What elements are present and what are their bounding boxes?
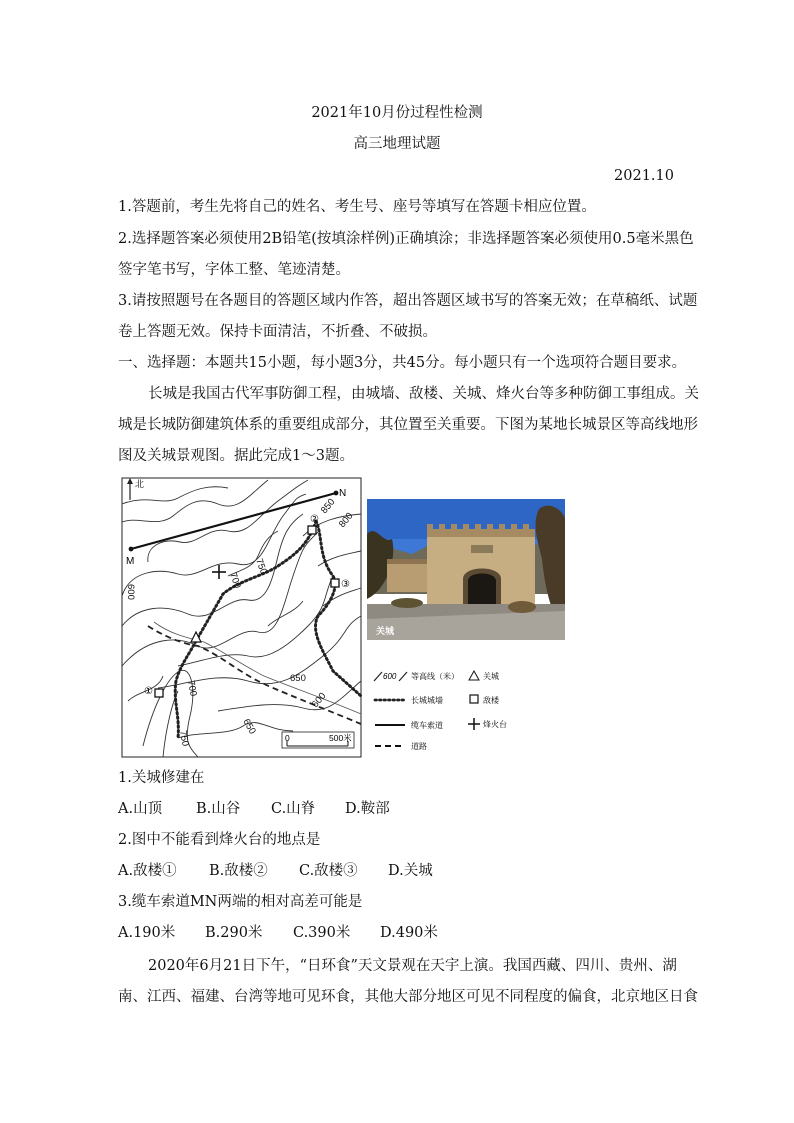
legend-pass-city: 关城 <box>483 672 499 681</box>
section-heading: 一、选择题：本题共15小题，每小题3分，共45分。每小题只有一个选项符合题目要求。 <box>118 355 687 371</box>
point-n-marker <box>334 491 339 496</box>
contour-label: 650 <box>240 717 258 737</box>
legend-contour: 等高线（米） <box>411 672 459 681</box>
contour-label: 600 <box>309 690 329 710</box>
instruction-line: 1.答题前，考生先将自己的姓名、考生号、座号等填写在答题卡相应位置。 <box>118 199 596 215</box>
q2-option-c: C.敌楼③ <box>299 863 358 879</box>
legend-watchtower-icon <box>470 695 478 703</box>
contour-label: 850 <box>318 496 338 516</box>
q1-option-d: D.鞍部 <box>345 801 390 817</box>
exam-subtitle: 高三地理试题 <box>353 136 441 152</box>
watchtower-3-icon <box>331 579 339 587</box>
north-label: 北 <box>135 479 145 489</box>
q2-option-a: A.敌楼① <box>118 863 177 879</box>
contour-label: 650 <box>290 673 306 684</box>
q2-option-d: D.关城 <box>388 863 433 879</box>
point-m-label: M <box>126 556 135 567</box>
passage-line: 图及关城景观图。据此完成1～3题。 <box>118 448 354 464</box>
legend-beacon-icon <box>468 718 480 730</box>
instruction-line: 3.请按照题号在各题目的答题区域内作答，超出答题区域书写的答案无效；在草稿纸、试题 <box>118 293 698 309</box>
q1-option-b: B.山谷 <box>196 801 241 817</box>
legend-pass-city-icon <box>469 671 479 680</box>
point-n-label: N <box>339 488 347 499</box>
contour-label: 800 <box>336 510 356 530</box>
scale-value: 500米 <box>329 733 352 743</box>
question-3-stem: 3.缆车索道MN两端的相对高差可能是 <box>118 894 363 910</box>
exam-date: 2021.10 <box>614 168 674 184</box>
question-1-stem: 1.关城修建在 <box>118 770 205 786</box>
legend-cableway: 缆车索道 <box>411 721 443 730</box>
watchtower-2-icon <box>308 526 316 534</box>
contour-label: 750 <box>177 729 191 748</box>
instruction-line: 卷上答题无效。保持卡面清洁，不折叠、不破损。 <box>118 324 437 340</box>
legend-road: 道路 <box>411 742 427 751</box>
q2-option-b: B.敌楼② <box>209 863 268 879</box>
legend-great-wall: 长城城墙 <box>411 696 443 705</box>
question-2-stem: 2.图中不能看到烽火台的地点是 <box>118 832 321 848</box>
instruction-line: 签字笔书写，字体工整、笔迹清楚。 <box>118 262 350 278</box>
photo-caption: 关城 <box>376 627 395 637</box>
instruction-line: 2.选择题答案必须使用2B铅笔(按填涂样例)正确填涂；非选择题答案必须使用0.5毫米黑色 <box>118 231 694 247</box>
legend-watchtower: 敌楼 <box>483 696 499 705</box>
q3-option-a: A.190米 <box>118 925 176 941</box>
map-legend <box>374 671 507 751</box>
contour-label: 700 <box>227 571 243 590</box>
point-m-marker <box>129 547 134 552</box>
contour-label: 600 <box>125 584 136 600</box>
passage-line: 2020年6月21日下午，“日环食”天文景观在天宇上演。我国西藏、四川、贵州、湖 <box>148 958 677 974</box>
tower-label-3: ③ <box>341 579 350 590</box>
watchtower-1-icon <box>155 689 163 697</box>
passage-line: 长城是我国古代军事防御工程，由城墙、敌楼、关城、烽火台等多种防御工事组成。关 <box>148 386 699 402</box>
q3-option-d: D.490米 <box>380 925 438 941</box>
q1-option-a: A.山顶 <box>118 801 163 817</box>
legend-beacon: 烽火台 <box>483 720 507 729</box>
exam-title: 2021年10月份过程性检测 <box>311 105 483 121</box>
q3-option-b: B.290米 <box>205 925 263 941</box>
q3-option-c: C.390米 <box>293 925 351 941</box>
passage-line: 南、江西、福建、台湾等地可见环食，其他大部分地区可见不同程度的偏食，北京地区日食 <box>118 989 698 1005</box>
pass-city-photo <box>367 499 565 640</box>
scale-zero: 0 <box>285 733 290 743</box>
tower-label-1: ① <box>144 686 153 697</box>
contour-label: 700 <box>185 679 199 698</box>
tower-label-2: ② <box>310 514 319 525</box>
legend-contour-sample: 600 <box>383 672 397 681</box>
contour-label: 750 <box>253 557 269 576</box>
q1-option-c: C.山脊 <box>271 801 316 817</box>
passage-line: 城是长城防御建筑体系的重要组成部分，其位置至关重要。下图为某地长城景区等高线地形 <box>118 417 698 433</box>
